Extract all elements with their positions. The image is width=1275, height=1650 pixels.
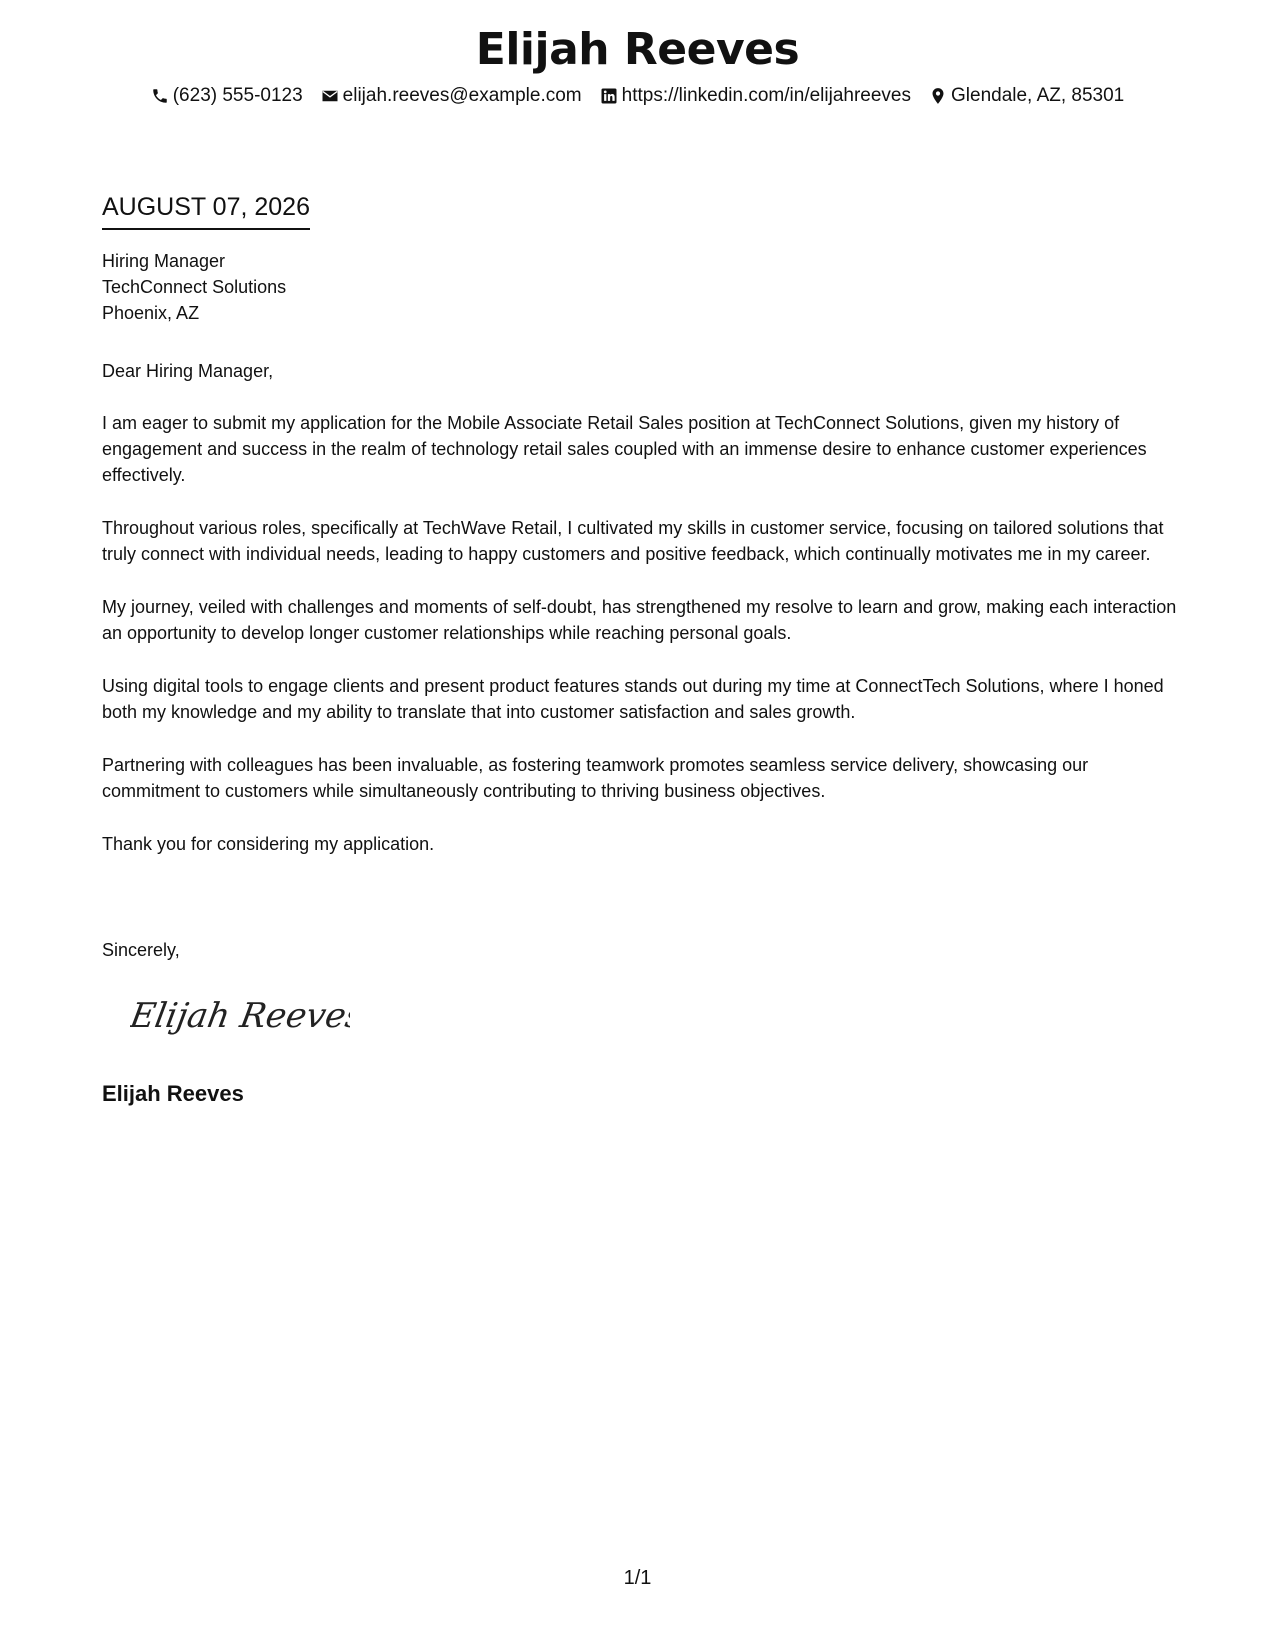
closing: Sincerely, <box>102 940 180 960</box>
body-paragraph: Using digital tools to engage clients and present product features stands out during my time at ConnectTech Solutions, where I honed both my knowledge and my ability to translate that into customer satisfaction and sales growth. <box>102 676 1164 722</box>
letter-header <box>0 22 1275 108</box>
linkedin-icon <box>600 87 618 105</box>
letter-body <box>102 410 1177 884</box>
recipient-block <box>102 248 1177 326</box>
envelope-icon <box>321 87 339 105</box>
salutation: Dear Hiring Manager, <box>102 361 274 381</box>
contact-location <box>929 84 1124 108</box>
signer-name: Elijah Reeves <box>102 1081 244 1106</box>
contact-linkedin <box>600 84 911 108</box>
phone-icon <box>151 87 169 105</box>
letter-date <box>102 190 1177 230</box>
phone-text: (623) 555-0123 <box>172 85 303 106</box>
map-pin-icon <box>929 87 947 105</box>
handwritten-signature <box>130 985 350 1045</box>
body-paragraph: Thank you for considering my application. <box>102 834 435 854</box>
page-number: 1/1 <box>623 1567 652 1589</box>
contact-phone <box>151 84 303 108</box>
body-paragraph: My journey, veiled with challenges and moments of self-doubt, has strengthened my resolve to learn and grow, making each interaction an opportunity to develop longer customer relationships while reaching personal goals. <box>102 597 1177 643</box>
email-text: elijah.reeves@example.com <box>342 85 582 106</box>
linkedin-text: https://linkedin.com/in/elijahreeves <box>621 85 911 106</box>
body-paragraph: I am eager to submit my application for the Mobile Associate Retail Sales position at TechConnect Solutions, given my history of engagement and success in the realm of technology retail sales coupled with an immense desire to enhance customer experiences effectively. <box>102 413 1147 485</box>
location-text: Glendale, AZ, 85301 <box>951 85 1125 106</box>
recipient-location: Phoenix, AZ <box>102 303 200 323</box>
date-text: AUGUST 07, 2026 <box>102 190 310 230</box>
body-paragraph: Partnering with colleagues has been invaluable, as fostering teamwork promotes seamless service delivery, showcasing our commitment to customers while simultaneously contributing to thriving business objectives. <box>102 755 1089 801</box>
body-paragraph: Throughout various roles, specifically at TechWave Retail, I cultivated my skills in customer service, focusing on tailored solutions that truly connect with individual needs, leading to happy customers and positive feedback, which continually motivates me in my career. <box>102 518 1164 564</box>
signature-text: Elijah Reeves <box>130 996 350 1036</box>
sender-name: Elijah Reeves <box>475 24 800 75</box>
contact-email <box>321 84 582 108</box>
recipient-title: Hiring Manager <box>102 251 226 271</box>
recipient-company: TechConnect Solutions <box>102 277 287 297</box>
contact-bar <box>0 84 1275 108</box>
